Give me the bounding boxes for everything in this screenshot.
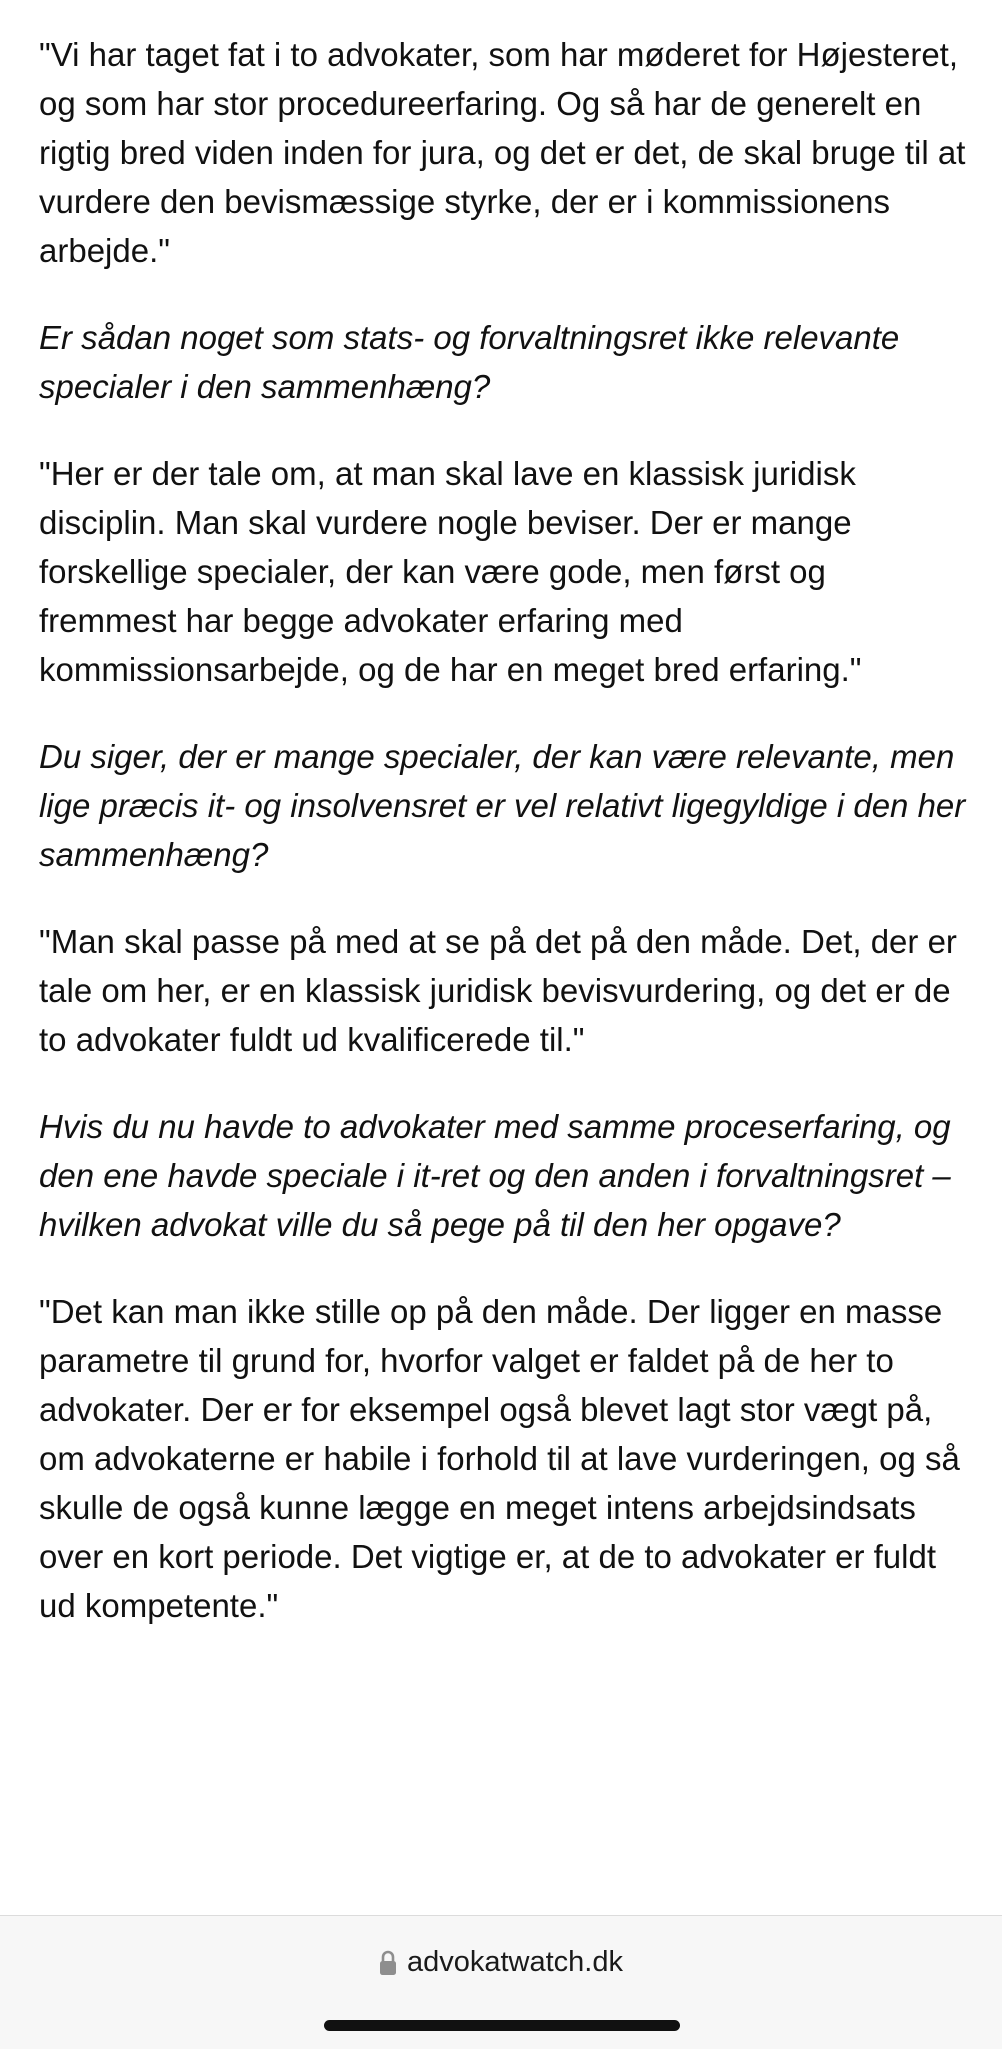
browser-bottom-bar	[0, 1915, 1002, 2049]
lock-icon	[379, 1950, 397, 1976]
article-body	[39, 30, 969, 1668]
question-paragraph: Du siger, der er mange specialer, der kan være relevante, men lige præcis it- og insolvensret er vel relativt ligegyldige i den her sammenhæng?	[39, 738, 966, 873]
answer-paragraph: "Her er der tale om, at man skal lave en klassisk juridisk disciplin. Man skal vurdere nogle beviser. Der er mange forskellige specialer, der kan være gode, men først og fremmest har begge advokater erfaring med kommissionsarbejde, og de har en meget bred erfaring."	[39, 455, 862, 688]
home-indicator[interactable]	[324, 2020, 680, 2031]
answer-paragraph: "Det kan man ikke stille op på den måde. Der ligger en masse parametre til grund for, hvorfor valget er faldet på de her to advokater. Der er for eksempel også blevet lagt stor vægt på, om advokaterne er habile i forhold til at lave vurderingen, og så skulle de også kunne lægge en meget intens arbejdsindsats over en kort periode. Det vigtige er, at de to advokater er fuldt ud kompetente."	[39, 1293, 960, 1624]
answer-paragraph: "Man skal passe på med at se på det på den måde. Det, der er tale om her, er en klassisk juridisk bevisvurdering, og det er de to advokater fuldt ud kvalificerede til."	[39, 923, 957, 1058]
address-bar[interactable]	[0, 1946, 1002, 1979]
url-text[interactable]: advokatwatch.dk	[406, 1946, 623, 1978]
question-paragraph: Er sådan noget som stats- og forvaltningsret ikke relevante specialer i den sammenhæng?	[39, 319, 900, 405]
question-paragraph: Hvis du nu havde to advokater med samme proceserfaring, og den ene havde speciale i it-ret og den anden i forvaltningsret – hvilken advokat ville du så pege på til den her opgave?	[39, 1108, 951, 1243]
answer-paragraph: "Vi har taget fat i to advokater, som har møderet for Højesteret, og som har stor procedureerfaring. Og så har de generelt en rigtig bred viden inden for jura, og det er det, de skal bruge til at vurdere den bevismæssige styrke, der er i kommissionens arbejde."	[39, 36, 966, 269]
